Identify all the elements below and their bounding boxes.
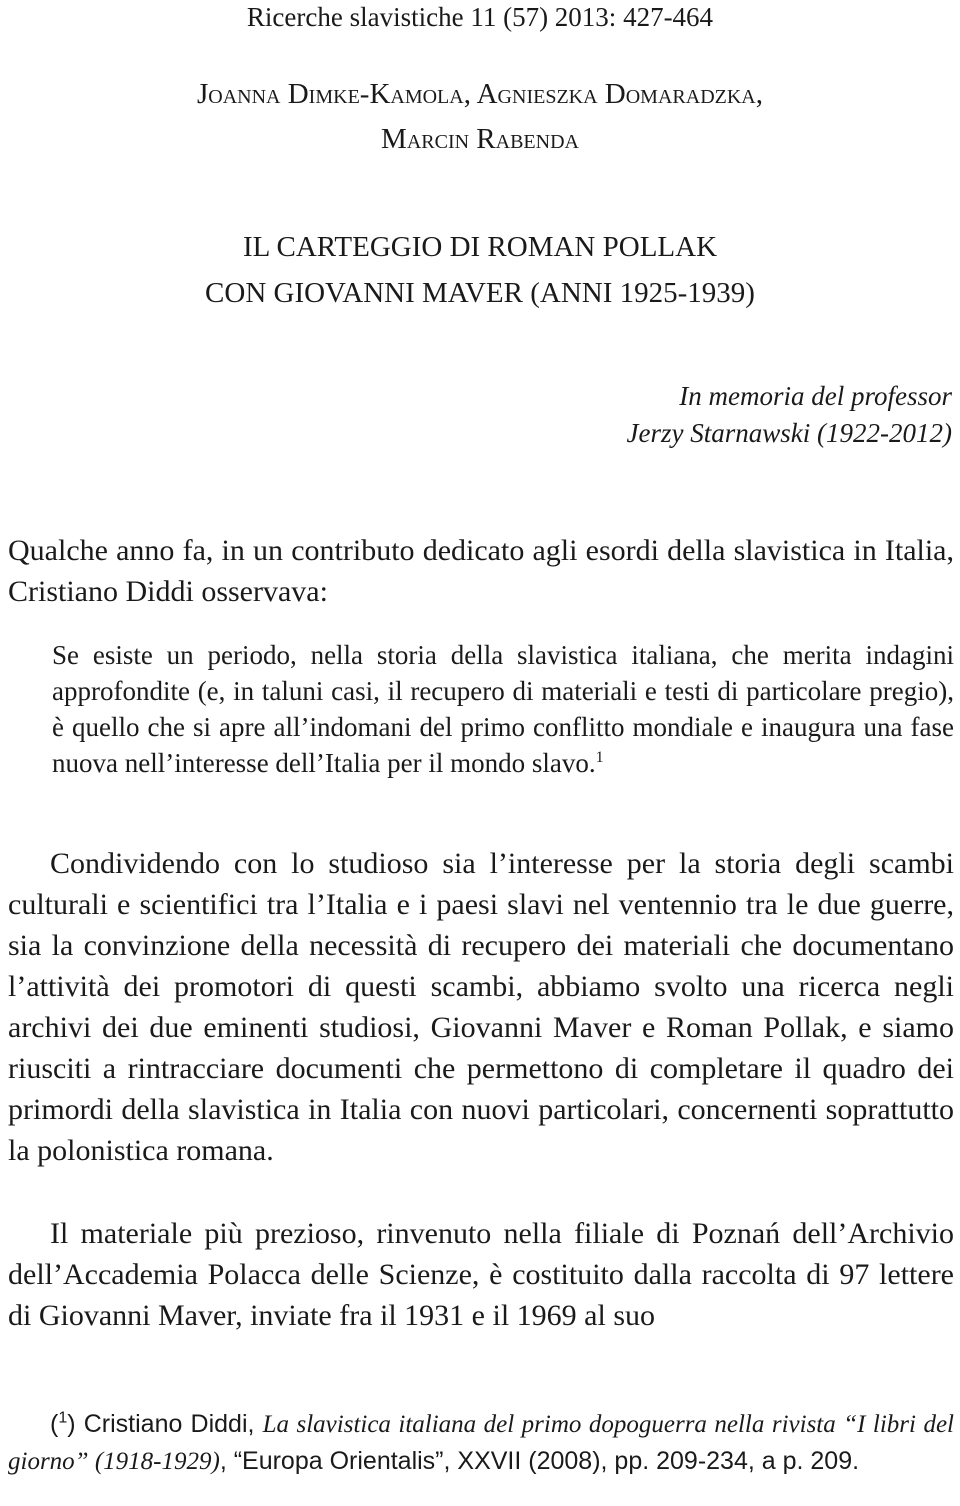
dedication — [627, 378, 952, 452]
footnote-source: , “Europa Orientalis”, XXVII (2008), pp. 209-234, a p. 209. — [219, 1447, 860, 1475]
author-list — [0, 72, 960, 162]
footnote-number: 1 — [58, 1409, 68, 1427]
footnote-open: ( — [50, 1410, 59, 1438]
dedication-line-1: In memoria del professor — [679, 381, 952, 411]
article-title — [0, 224, 960, 316]
intro-paragraph: Qualche anno fa, in un contributo dedicato agli esordi della slavistica in Italia, Cristiano Diddi osservava: — [8, 534, 954, 608]
footnote-ref: 1 — [595, 749, 604, 766]
block-quote — [52, 637, 954, 781]
footnote-title: La slavistica italiana del primo dopoguerra nella rivista “I libri del giorno” (1918-1929) — [8, 1411, 954, 1475]
body-paragraph-1: Condividendo con lo studioso sia l’interesse per la storia degli scambi culturali e scientifici tra l’Italia e i paesi slavi nel ventennio tra le due guerre, sia la convinzione della necessità di recupero dei materiali che documentano l’attività dei promotori di questi scambi, abbiamo svolto una ricerca negli archivi dei due eminenti studiosi, Giovanni Maver e Roman Pollak, e siamo riusciti a rintracciare documenti che permettono di completare il quadro dei primordi della slavistica in Italia con nuovi particolari, concernenti soprattutto la polonistica romana. — [8, 847, 954, 1167]
dedication-line-2: Jerzy Starnawski (1922-2012) — [626, 418, 952, 448]
body-paragraph-2: Il materiale più prezioso, rinvenuto nella filiale di Poznań dell’Archivio dell’Accademia Polacca delle Scienze, è costituito dalla raccolta di 97 lettere di Giovanni Maver, inviate fra il 1931 e il 1969 al suo — [8, 1217, 954, 1332]
title-line-1: IL CARTEGGIO DI ROMAN POLLAK — [242, 231, 718, 263]
footnote-author: ) Cristiano Diddi, — [67, 1410, 263, 1438]
journal-header: Ricerche slavistiche 11 (57) 2013: 427-464 — [246, 2, 714, 32]
author-line-1: Joanna Dimke-Kamola, Agnieszka Domaradzka, — [196, 78, 763, 110]
footnote — [8, 1406, 954, 1480]
author-line-2: Marcin Rabenda — [381, 123, 579, 155]
title-line-2: CON GIOVANNI MAVER (ANNI 1925-1939) — [205, 277, 755, 309]
quote-text: Se esiste un periodo, nella storia della slavistica italiana, che merita indagini approfondite (e, in taluni casi, il recupero di materiali e testi di particolare pregio), è quello che si apre all’indomani del primo conflitto mondiale e inaugura una fase nuova nell’interesse dell’Italia per il mondo slavo. — [52, 640, 954, 778]
